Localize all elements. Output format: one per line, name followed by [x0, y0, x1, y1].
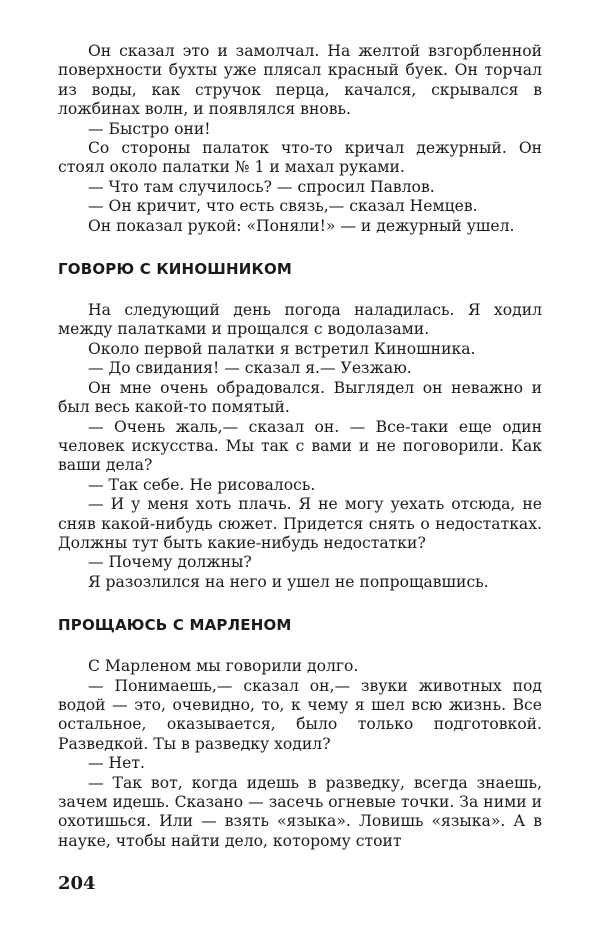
paragraph: — Понимаешь,— сказал он,— звуки животных под водой — это, очевидно, то, к чему я шел всю жизнь. Все остальное, оказывается, было только подготовкой. Разведкой. Ты в разведку ходил?: [58, 676, 542, 753]
section-heading: ПРОЩАЮСЬ С МАРЛЕНОМ: [58, 616, 292, 635]
paragraph: — Так вот, когда идешь в разведку, всегда знаешь, зачем идешь. Сказано — засечь огневые точки. За ними и охотишься. Или — взять «языка». Ловишь «языка». А в науке, чтобы найти дело, которому стоит: [58, 773, 542, 850]
section-marlen: [58, 616, 542, 851]
paragraph: — Очень жаль,— сказал он. — Все-таки еще один человек искусства. Мы так с вами и не поговорили. Как ваши дела?: [58, 417, 542, 475]
paragraph: — Он кричит, что есть связь,— сказал Немцев.: [88, 197, 478, 216]
page-number: 204: [58, 873, 96, 894]
paragraph: — Почему должны?: [88, 553, 252, 572]
paragraph: С Марленом мы говорили долго.: [88, 657, 359, 676]
section-heading: ГОВОРЮ С КИНОШНИКОМ: [58, 260, 293, 279]
paragraph: Я разозлился на него и ушел не попрощавшись.: [88, 572, 489, 591]
paragraph: — Что там случилось? — спросил Павлов.: [88, 177, 435, 196]
paragraph: — Быстро они!: [88, 119, 211, 138]
paragraph: — Нет.: [88, 754, 145, 773]
paragraph: Со стороны палаток что-то кричал дежурный. Он стоял около палатки № 1 и махал руками.: [58, 139, 542, 177]
section-kinoshnik: [58, 260, 542, 592]
paragraph: Он сказал это и замолчал. На желтой взгорбленной поверхности бухты уже плясал красный буек. Он торчал из воды, как стручок перца, качался, скрывался в ложбинах волн, и появлялся вновь.: [58, 42, 542, 119]
paragraph: — Так себе. Не рисовалось.: [88, 475, 316, 494]
paragraph: Он показал рукой: «Поняли!» — и дежурный ушел.: [88, 216, 515, 235]
paragraph: — И у меня хоть плачь. Я не могу уехать отсюда, не сняв какой-нибудь сюжет. Придется снять о недостатках. Должны тут быть какие-нибудь недостатки?: [58, 495, 542, 552]
section-intro: [58, 42, 542, 236]
page-body: [58, 42, 542, 851]
paragraph: Около первой палатки я встретил Киношника.: [88, 339, 476, 358]
paragraph: Он мне очень обрадовался. Выглядел он неважно и был весь какой-то помятый.: [58, 378, 542, 417]
paragraph: — До свидания! — сказал я.— Уезжаю.: [88, 359, 412, 378]
paragraph: На следующий день погода наладилась. Я ходил между палатками и прощался с водолазами.: [58, 301, 542, 339]
